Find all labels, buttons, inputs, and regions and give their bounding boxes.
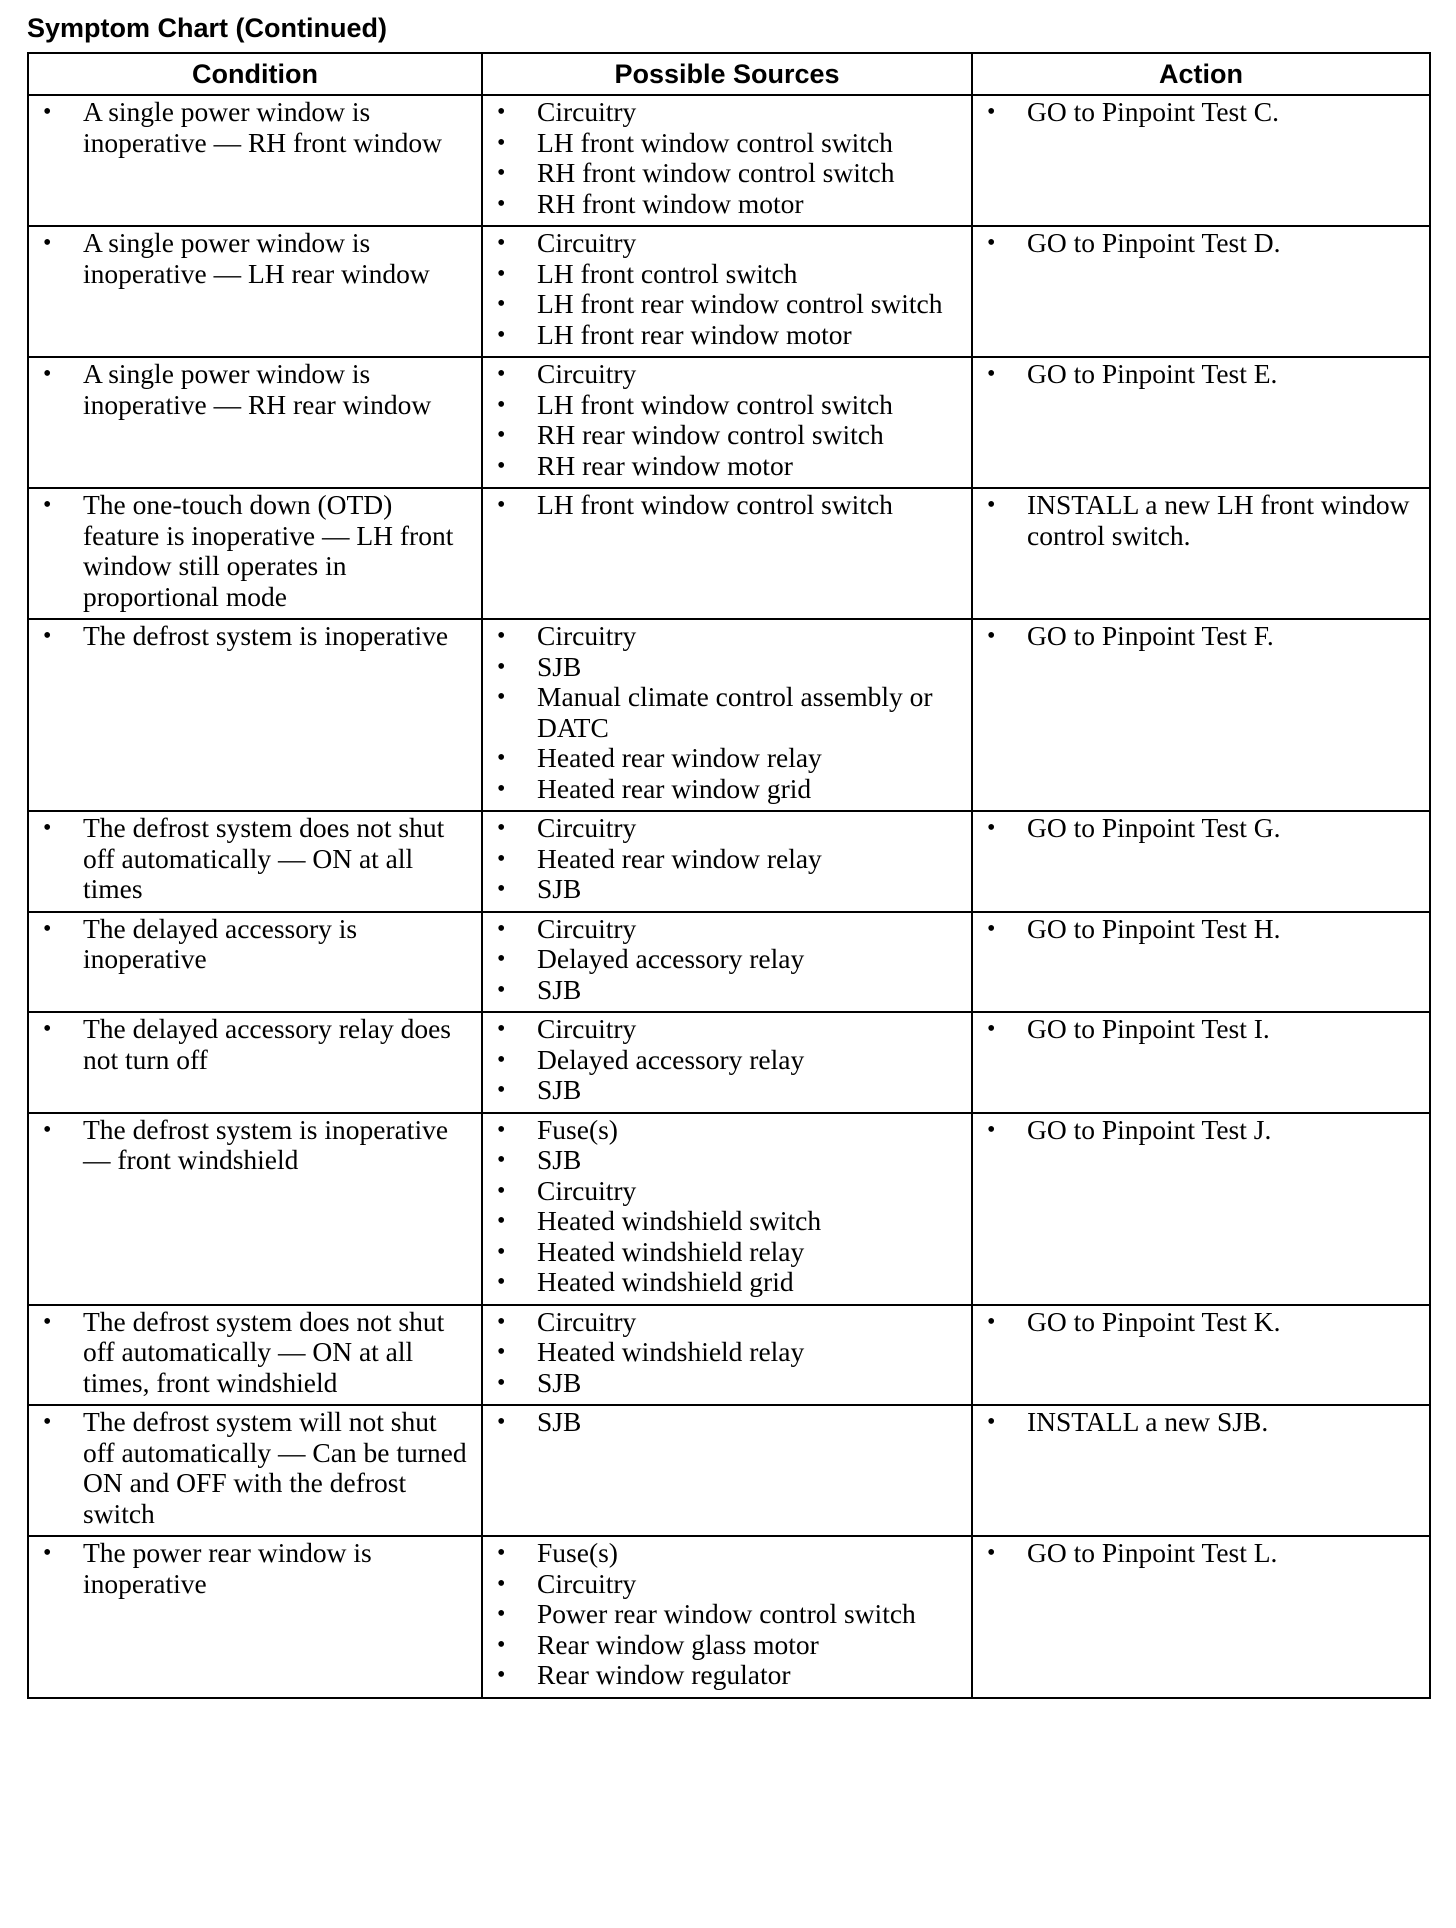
list-item [483, 652, 971, 683]
list-item-text: RH front window control switch [537, 157, 895, 188]
bullet-icon: • [987, 915, 996, 942]
bullet-list [483, 490, 971, 521]
possible-sources-cell [482, 1305, 972, 1406]
bullet-icon: • [43, 1409, 52, 1435]
list-item-text: A single power window is inoperative — RH rear window [83, 358, 432, 420]
list-item [483, 320, 971, 351]
list-item-text: Fuse(s) [537, 1113, 618, 1145]
bullet-icon: • [497, 1147, 506, 1173]
list-item [973, 914, 1429, 945]
list-item [483, 1267, 971, 1298]
list-item-text: Heated windshield grid [537, 1266, 794, 1297]
list-item [483, 390, 971, 421]
list-item [973, 97, 1429, 128]
list-item [483, 1538, 971, 1569]
list-item-text: Circuitry [537, 227, 637, 258]
bullet-icon: • [497, 1208, 506, 1234]
bullet-list [29, 490, 481, 612]
list-item [29, 228, 481, 289]
list-item [973, 1307, 1429, 1338]
action-cell [972, 1405, 1430, 1536]
bullet-icon: • [497, 915, 506, 942]
bullet-list [29, 1307, 481, 1399]
list-item-text: The one-touch down (OTD) feature is inoperative — LH front window still operates in proportional mode [83, 489, 454, 612]
list-item [483, 420, 971, 451]
table-row [28, 95, 1430, 226]
action-cell [972, 811, 1430, 912]
list-item-text: GO to Pinpoint Test C. [1027, 96, 1279, 127]
possible-sources-cell [482, 912, 972, 1013]
table-row [28, 912, 1430, 1013]
list-item-text: Heated rear window relay [537, 742, 822, 773]
bullet-icon: • [497, 976, 506, 1003]
bullet-icon: • [497, 492, 506, 518]
possible-sources-cell [482, 1536, 972, 1698]
bullet-icon: • [497, 1631, 506, 1658]
bullet-icon: • [43, 99, 52, 125]
bullet-icon: • [497, 99, 506, 125]
bullet-icon: • [497, 684, 506, 710]
table-row [28, 1113, 1430, 1305]
list-item [29, 914, 481, 975]
list-item-text: LH front control switch [537, 257, 798, 289]
condition-cell [28, 1305, 482, 1406]
bullet-icon: • [43, 1540, 52, 1566]
bullet-list [973, 1307, 1429, 1338]
list-item [483, 813, 971, 844]
header-condition: Condition [28, 53, 482, 95]
bullet-icon: • [987, 1308, 996, 1335]
bullet-list [973, 1538, 1429, 1569]
list-item [483, 1075, 971, 1106]
header-action: Action [972, 53, 1430, 95]
list-item-text: GO to Pinpoint Test D. [1027, 227, 1281, 258]
list-item [29, 813, 481, 905]
list-item-text: Delayed accessory relay [537, 1043, 805, 1075]
condition-cell [28, 357, 482, 488]
list-item [973, 621, 1429, 652]
bullet-list [973, 490, 1429, 551]
list-item-text: Circuitry [537, 1174, 637, 1206]
list-item-text: Fuse(s) [537, 1537, 618, 1568]
list-item-text: SJB [537, 1074, 582, 1105]
condition-cell [28, 95, 482, 226]
bullet-icon: • [987, 361, 996, 387]
bullet-list [973, 1407, 1429, 1438]
chart-body [28, 95, 1430, 1698]
list-item-text: INSTALL a new LH front window control switch. [1027, 489, 1410, 551]
list-item-text: GO to Pinpoint Test L. [1027, 1537, 1278, 1568]
bullet-list [483, 1407, 971, 1438]
list-item [29, 1538, 481, 1599]
bullet-icon: • [987, 230, 996, 256]
bullet-list [483, 228, 971, 350]
bullet-icon: • [43, 361, 52, 387]
bullet-list [483, 97, 971, 219]
bullet-list [29, 97, 481, 158]
list-item [973, 490, 1429, 551]
bullet-icon: • [497, 1369, 506, 1396]
bullet-list [483, 621, 971, 804]
bullet-icon: • [987, 1540, 996, 1566]
bullet-list [973, 1014, 1429, 1045]
list-item [483, 228, 971, 259]
list-item [483, 359, 971, 390]
list-item [483, 682, 971, 743]
bullet-list [483, 359, 971, 481]
list-item-text: SJB [537, 1144, 582, 1175]
list-item [483, 1045, 971, 1076]
list-item-text: Heated rear window relay [537, 842, 822, 874]
list-item-text: Circuitry [537, 1567, 637, 1599]
list-item-text: GO to Pinpoint Test K. [1027, 1305, 1281, 1337]
bullet-list [483, 1115, 971, 1298]
bullet-icon: • [43, 815, 52, 841]
list-item [29, 1407, 481, 1529]
bullet-icon: • [43, 1308, 52, 1335]
action-cell [972, 357, 1430, 488]
list-item [483, 128, 971, 159]
list-item-text: Circuitry [537, 812, 637, 843]
bullet-list [29, 1115, 481, 1176]
list-item [973, 1538, 1429, 1569]
bullet-icon: • [497, 653, 506, 680]
bullet-icon: • [497, 815, 506, 841]
bullet-icon: • [497, 1570, 506, 1597]
condition-cell [28, 488, 482, 619]
bullet-icon: • [497, 190, 506, 217]
list-item [973, 1115, 1429, 1146]
table-row [28, 226, 1430, 357]
bullet-icon: • [987, 815, 996, 841]
list-item [483, 1176, 971, 1207]
list-item-text: LH front rear window control switch [537, 288, 943, 319]
bullet-icon: • [497, 775, 506, 802]
list-item [483, 975, 971, 1006]
header-row [28, 53, 1430, 95]
bullet-icon: • [497, 1409, 506, 1435]
list-item-text: The delayed accessory is inoperative [83, 912, 358, 974]
action-cell [972, 1536, 1430, 1698]
bullet-icon: • [497, 422, 506, 448]
list-item [973, 359, 1429, 390]
bullet-icon: • [497, 260, 506, 287]
list-item [483, 1337, 971, 1368]
list-item [29, 621, 481, 652]
list-item-text: Circuitry [537, 358, 637, 389]
list-item [483, 1237, 971, 1268]
action-cell [972, 488, 1430, 619]
bullet-icon: • [497, 1177, 506, 1204]
list-item-text: SJB [537, 973, 582, 1005]
list-item-text: LH front window control switch [537, 126, 893, 158]
possible-sources-cell [482, 95, 972, 226]
list-item-text: LH front rear window motor [537, 318, 852, 350]
bullet-list [29, 359, 481, 420]
possible-sources-cell [482, 619, 972, 811]
bullet-icon: • [497, 129, 506, 156]
possible-sources-cell [482, 811, 972, 912]
table-row [28, 619, 1430, 811]
table-row [28, 811, 1430, 912]
bullet-icon: • [987, 1116, 996, 1143]
condition-cell [28, 912, 482, 1013]
bullet-list [29, 621, 481, 652]
list-item [483, 1307, 971, 1338]
condition-cell [28, 226, 482, 357]
list-item [973, 813, 1429, 844]
bullet-icon: • [497, 291, 506, 317]
bullet-list [483, 813, 971, 905]
list-item [483, 1407, 971, 1438]
table-row [28, 1405, 1430, 1536]
list-item-text: The delayed accessory relay does not turn off [83, 1013, 452, 1075]
list-item-text: Delayed accessory relay [537, 943, 805, 974]
bullet-icon: • [987, 492, 996, 518]
condition-cell [28, 1012, 482, 1113]
list-item [483, 944, 971, 975]
bullet-icon: • [497, 1540, 506, 1566]
possible-sources-cell [482, 357, 972, 488]
list-item-text: Power rear window control switch [537, 1598, 916, 1629]
list-item [483, 451, 971, 482]
bullet-list [483, 1538, 971, 1691]
bullet-list [29, 228, 481, 289]
bullet-icon: • [497, 1046, 506, 1073]
bullet-icon: • [497, 1269, 506, 1295]
condition-cell [28, 1536, 482, 1698]
bullet-icon: • [497, 1238, 506, 1265]
list-item [483, 1368, 971, 1399]
bullet-icon: • [497, 391, 506, 418]
bullet-list [29, 813, 481, 905]
bullet-list [973, 621, 1429, 652]
list-item [973, 1407, 1429, 1438]
bullet-icon: • [987, 1016, 996, 1042]
list-item [29, 359, 481, 420]
list-item [483, 189, 971, 220]
table-row [28, 1012, 1430, 1113]
list-item [483, 1569, 971, 1600]
list-item [29, 1307, 481, 1399]
condition-cell [28, 619, 482, 811]
bullet-icon: • [497, 1308, 506, 1335]
list-item-text: GO to Pinpoint Test J. [1027, 1113, 1272, 1145]
bullet-list [973, 228, 1429, 259]
bullet-list [29, 1014, 481, 1075]
list-item [483, 874, 971, 905]
list-item [483, 774, 971, 805]
list-item-text: Circuitry [537, 1305, 637, 1337]
bullet-icon: • [497, 623, 506, 649]
possible-sources-cell [482, 1012, 972, 1113]
list-item-text: LH front window control switch [537, 489, 893, 520]
bullet-icon: • [497, 230, 506, 256]
bullet-icon: • [987, 99, 996, 125]
bullet-icon: • [497, 1116, 506, 1143]
list-item [483, 844, 971, 875]
list-item-text: Circuitry [537, 912, 637, 944]
bullet-icon: • [497, 1339, 506, 1365]
list-item-text: SJB [537, 1366, 582, 1398]
list-item [29, 1014, 481, 1075]
bullet-list [973, 813, 1429, 844]
list-item-text: GO to Pinpoint Test H. [1027, 912, 1281, 944]
bullet-list [29, 1407, 481, 1529]
table-row [28, 1536, 1430, 1698]
action-cell [972, 1012, 1430, 1113]
bullet-list [483, 1307, 971, 1399]
page-title: Symptom Chart (Continued) [27, 13, 387, 43]
bullet-icon: • [497, 946, 506, 972]
bullet-icon: • [43, 492, 52, 518]
list-item [483, 1206, 971, 1237]
list-item-text: RH rear window control switch [537, 419, 884, 450]
table-row [28, 1305, 1430, 1406]
list-item [483, 490, 971, 521]
list-item-text: GO to Pinpoint Test G. [1027, 812, 1281, 843]
list-item-text: GO to Pinpoint Test E. [1027, 358, 1278, 389]
bullet-list [483, 914, 971, 1006]
list-item-text: GO to Pinpoint Test F. [1027, 620, 1274, 651]
bullet-icon: • [497, 452, 506, 479]
bullet-icon: • [43, 1016, 52, 1042]
list-item [483, 914, 971, 945]
bullet-icon: • [987, 1409, 996, 1435]
list-item-text: Circuitry [537, 1013, 637, 1044]
list-item [29, 97, 481, 158]
bullet-icon: • [43, 915, 52, 942]
bullet-icon: • [497, 845, 506, 872]
bullet-icon: • [43, 230, 52, 256]
list-item [483, 1115, 971, 1146]
action-cell [972, 1113, 1430, 1305]
bullet-icon: • [497, 1601, 506, 1627]
list-item-text: Heated windshield relay [537, 1336, 805, 1367]
list-item [483, 1660, 971, 1691]
bullet-icon: • [497, 321, 506, 348]
list-item-text: RH rear window motor [537, 449, 793, 481]
action-cell [972, 619, 1430, 811]
list-item-text: Rear window regulator [537, 1659, 791, 1690]
list-item-text: Heated rear window grid [537, 772, 812, 804]
bullet-icon: • [43, 623, 52, 649]
table-row [28, 488, 1430, 619]
action-cell [972, 1305, 1430, 1406]
list-item-text: Circuitry [537, 96, 637, 127]
bullet-icon: • [497, 160, 506, 186]
list-item [483, 97, 971, 128]
list-item-text: Manual climate control assembly or DATC [537, 681, 933, 743]
bullet-icon: • [497, 1016, 506, 1042]
symptom-chart-table [27, 52, 1431, 1699]
list-item-text: A single power window is inoperative — RH front window [83, 96, 442, 158]
action-cell [972, 912, 1430, 1013]
condition-cell [28, 1405, 482, 1536]
table-row [28, 357, 1430, 488]
possible-sources-cell [482, 488, 972, 619]
list-item-text: Rear window glass motor [537, 1628, 819, 1660]
list-item-text: The power rear window is inoperative [83, 1537, 372, 1599]
bullet-icon: • [497, 1077, 506, 1103]
bullet-icon: • [497, 361, 506, 387]
list-item-text: LH front window control switch [537, 388, 893, 420]
bullet-list [29, 1538, 481, 1599]
list-item [483, 289, 971, 320]
list-item-text: RH front window motor [537, 187, 804, 219]
list-item-text: Circuitry [537, 620, 637, 651]
list-item [483, 158, 971, 189]
condition-cell [28, 811, 482, 912]
list-item-text: Heated windshield relay [537, 1235, 805, 1267]
list-item-text: The defrost system will not shut off automatically — Can be turned ON and OFF with the defrost switch [83, 1406, 467, 1529]
list-item [973, 1014, 1429, 1045]
list-item [483, 1014, 971, 1045]
list-item [973, 228, 1429, 259]
bullet-icon: • [43, 1116, 52, 1143]
bullet-list [973, 97, 1429, 128]
list-item [483, 621, 971, 652]
list-item [483, 1630, 971, 1661]
bullet-list [483, 1014, 971, 1106]
list-item-text: GO to Pinpoint Test I. [1027, 1013, 1270, 1044]
list-item-text: SJB [537, 1406, 582, 1437]
list-item-text: A single power window is inoperative — LH rear window [83, 227, 430, 289]
list-item-text: The defrost system is inoperative [83, 620, 449, 651]
list-item [483, 1599, 971, 1630]
condition-cell [28, 1113, 482, 1305]
bullet-list [29, 914, 481, 975]
bullet-list [973, 359, 1429, 390]
list-item [483, 743, 971, 774]
possible-sources-cell [482, 1405, 972, 1536]
list-item-text: Heated windshield switch [537, 1205, 822, 1236]
list-item-text: The defrost system does not shut off automatically — ON at all times [83, 812, 445, 904]
bullet-list [973, 1115, 1429, 1146]
header-possible-sources: Possible Sources [482, 53, 972, 95]
bullet-icon: • [497, 745, 506, 771]
bullet-icon: • [987, 623, 996, 649]
list-item-text: INSTALL a new SJB. [1027, 1406, 1269, 1437]
possible-sources-cell [482, 1113, 972, 1305]
list-item-text: The defrost system does not shut off automatically — ON at all times, front windshield [83, 1305, 445, 1398]
list-item-text: SJB [537, 650, 582, 682]
action-cell [972, 226, 1430, 357]
list-item [483, 259, 971, 290]
bullet-icon: • [497, 876, 506, 902]
list-item [29, 1115, 481, 1176]
list-item-text: The defrost system is inoperative — front windshield [83, 1113, 449, 1175]
list-item-text: SJB [537, 873, 582, 904]
bullet-icon: • [497, 1662, 506, 1688]
action-cell [972, 95, 1430, 226]
bullet-list [973, 914, 1429, 945]
list-item [29, 490, 481, 612]
possible-sources-cell [482, 226, 972, 357]
list-item [483, 1145, 971, 1176]
